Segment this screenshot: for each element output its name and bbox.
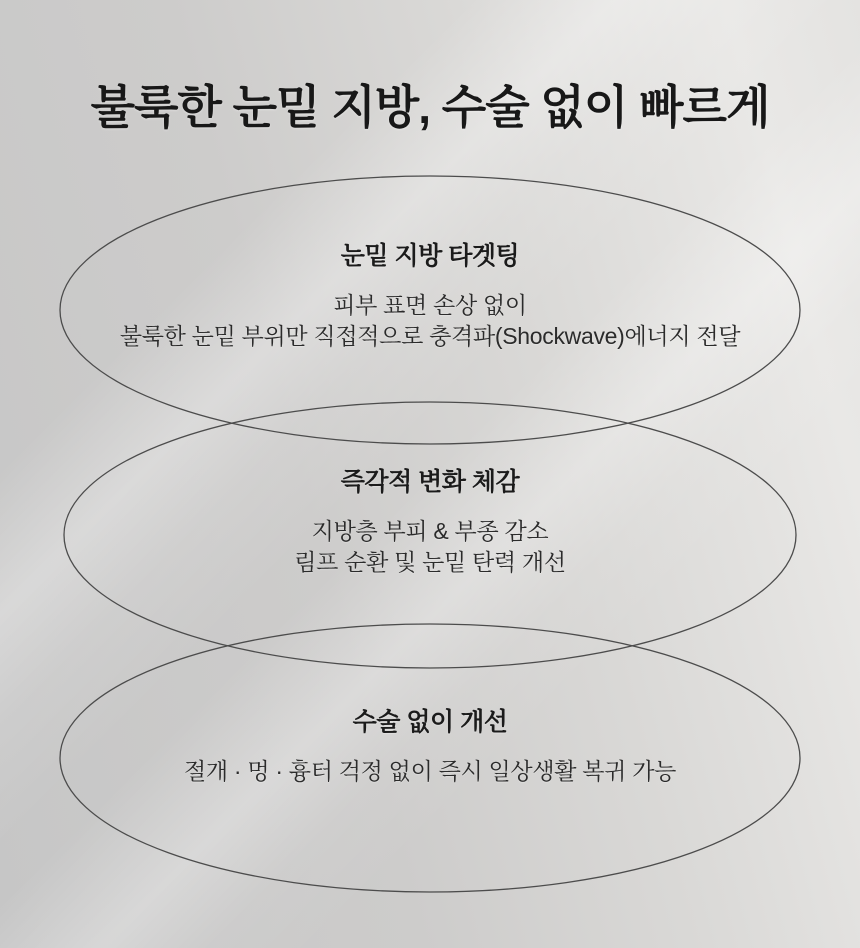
section-body-line: 피부 표면 손상 없이 <box>333 292 527 318</box>
section-body <box>0 756 860 787</box>
section-heading: 수술 없이 개선 <box>352 708 508 736</box>
section-fat-targeting <box>0 240 860 352</box>
section-body <box>0 516 860 578</box>
section-heading: 눈밑 지방 타겟팅 <box>340 242 520 270</box>
section-body-line: 림프 순환 및 눈밑 탄력 개선 <box>294 549 566 575</box>
section-heading: 즉각적 변화 체감 <box>340 468 520 496</box>
section-body-line: 불룩한 눈밑 부위만 직접적으로 충격파(Shockwave)에너지 전달 <box>119 323 741 349</box>
page-title: 불룩한 눈밑 지방, 수술 없이 빠르게 <box>90 80 770 133</box>
section-immediate-change <box>0 466 860 578</box>
section-body-line: 절개 · 멍 · 흉터 걱정 없이 즉시 일상생활 복귀 가능 <box>183 758 677 784</box>
section-body-line: 지방층 부피 & 부종 감소 <box>311 518 549 544</box>
section-body <box>0 290 860 352</box>
section-no-surgery <box>0 706 860 787</box>
